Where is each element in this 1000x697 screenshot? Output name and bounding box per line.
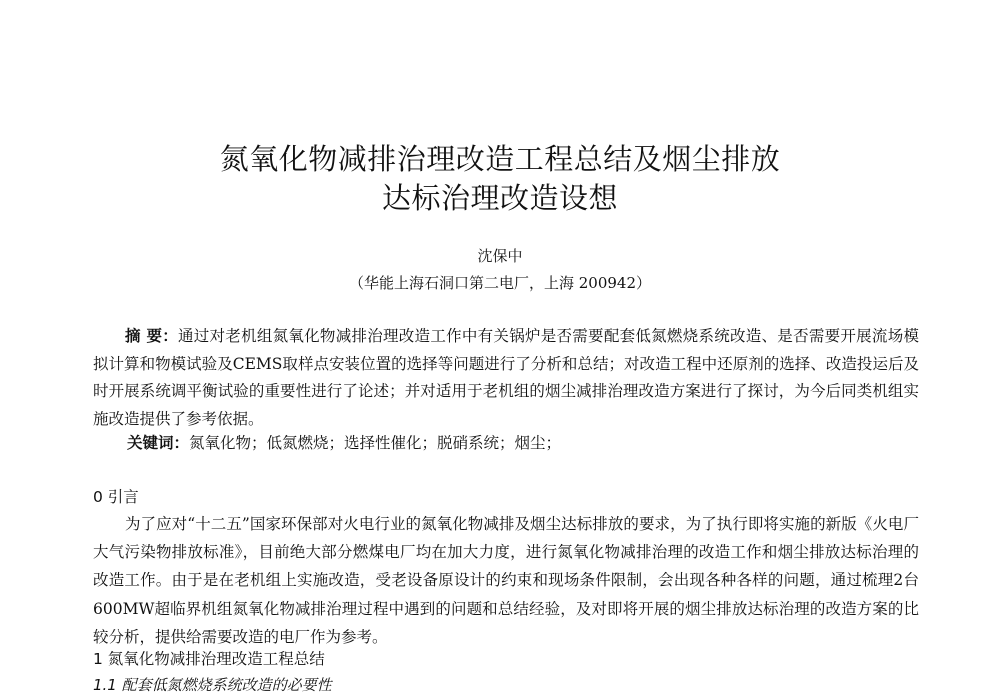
- introduction-paragraph: 为了应对“十二五”国家环保部对火电行业的氮氧化物减排及烟尘达标排放的要求，为了执行即将实施的新版《火电厂大气污染物排放标准》，目前绝大部分燃煤电厂均在加大力度，进行氮氧化物减排治理的改造工作和烟尘排放达标治理的改造工作。由于是在老机组上实施改造，受老设备原设计的约束和现场条件限制，会出现各种各样的问题，通过梳理2台600MW超临界机组氮氧化物减排治理过程中遇到的问题和总结经验，及对即将开展的烟尘排放达标治理的改造方案的比较分析，提供给需要改造的电厂作为参考。: [93, 515, 919, 646]
- title-line-2: 达标治理改造设想: [381, 181, 618, 215]
- section-heading-1: 1 氮氧化物减排治理改造工程总结: [93, 650, 325, 668]
- keywords-label: 关键词：: [127, 434, 190, 452]
- title-line-1: 氮氧化物减排治理改造工程总结及烟尘排放: [219, 142, 781, 176]
- abstract: [93, 323, 919, 433]
- subsection-heading-1-1: 1.1 配套低氮燃烧系统改造的必要性: [93, 676, 332, 694]
- section-heading-introduction: 0 引言: [93, 488, 139, 506]
- abstract-text: 通过对老机组氮氧化物减排治理改造工作中有关锅炉是否需要配套低氮燃烧系统改造、是否需要开展流场模拟计算和物模试验及CEMS取样点安装位置的选择等问题进行了分析和总结；对改造工程中还原剂的选择、改造投运后及时开展系统调平衡试验的重要性进行了论述；并对适用于老机组的烟尘减排治理改造方案进行了探讨，为今后同类机组实施改造提供了参考依据。: [93, 327, 919, 428]
- author-name: 沈保中: [477, 247, 523, 265]
- abstract-label: 摘 要：: [125, 327, 178, 345]
- keywords-text: 氮氧化物；低氮燃烧；选择性催化；脱硝系统；烟尘；: [189, 434, 562, 452]
- keywords: [127, 430, 917, 457]
- author-affiliation: （华能上海石洞口第二电厂，上海 200942）: [348, 274, 652, 292]
